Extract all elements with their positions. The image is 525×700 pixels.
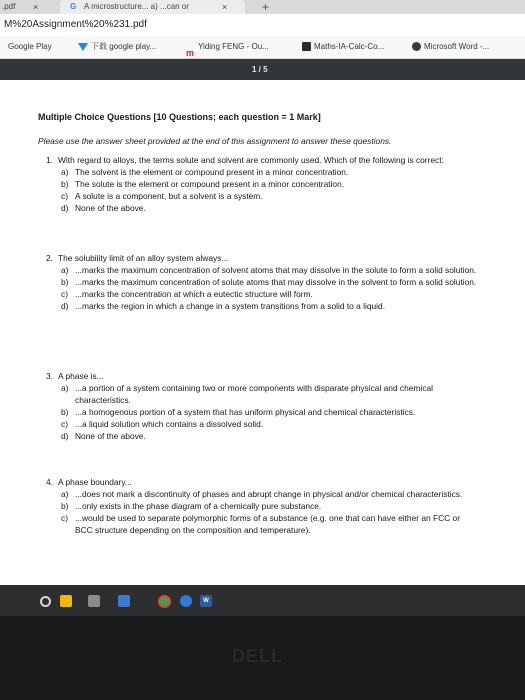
option: [58, 300, 478, 312]
option-text: ...a portion of a system containing two or more components with disparate physical and chemical characteristics.: [75, 383, 433, 405]
question-text: With regard to alloys, the terms solute and solvent are commonly used. Which of the following is correct:: [58, 155, 444, 165]
word-icon[interactable]: W: [200, 595, 212, 607]
option-text: ...only exists in the phase diagram of a chemically pure substance.: [75, 501, 322, 511]
question-text: A phase boundary...: [58, 477, 132, 487]
question-number: 2.: [46, 253, 53, 263]
option-letter: d): [61, 431, 69, 441]
question-number: 1.: [46, 155, 53, 165]
bookmark-microsoft-word[interactable]: [412, 36, 489, 58]
edge-icon[interactable]: [180, 595, 192, 607]
brand-logo: DELL: [232, 646, 283, 666]
option-letter: c): [61, 419, 68, 429]
option-letter: b): [61, 407, 69, 417]
taskbar: [0, 585, 525, 616]
new-tab-button[interactable]: +: [262, 0, 270, 14]
option-text: ...marks the region in which a change in a system transitions from a solid to a liquid.: [75, 301, 386, 311]
option-letter: a): [61, 489, 69, 499]
bookmarks-bar: [0, 36, 525, 59]
option-letter: d): [61, 203, 69, 213]
section-header: Multiple Choice Questions [10 Questions; each question = 1 Mark]: [38, 112, 321, 122]
close-icon[interactable]: ×: [222, 2, 228, 12]
option: [58, 264, 478, 276]
tab-strip: [0, 0, 525, 14]
question-4: [46, 476, 478, 536]
bookmark-label: Google Play: [8, 42, 52, 51]
address-bar[interactable]: [0, 14, 525, 36]
option: [58, 178, 478, 190]
question-3: [46, 370, 478, 442]
web-icon: [412, 42, 421, 51]
url-text: M%20Assignment%20%231.pdf: [4, 19, 147, 30]
option-letter: b): [61, 277, 69, 287]
page-counter: 1 / 5: [252, 65, 268, 74]
option-letter: a): [61, 383, 69, 393]
download-icon: [78, 43, 88, 51]
option: [58, 418, 478, 430]
question-number: 3.: [46, 371, 53, 381]
bookmark-google-play[interactable]: [8, 36, 52, 58]
search-icon[interactable]: [40, 596, 51, 607]
option: [58, 190, 478, 202]
bookmark-download-google-play[interactable]: [78, 36, 156, 58]
tab-pdf[interactable]: [0, 0, 58, 14]
option: [58, 382, 478, 406]
option: [58, 406, 478, 418]
monitor-bezel: [0, 616, 525, 700]
bookmark-label: Maths-IA-Calc-Co...: [314, 42, 385, 51]
pdf-toolbar: [0, 59, 525, 80]
option-letter: a): [61, 265, 69, 275]
option-text: ...would be used to separate polymorphic forms of a substance (e.g. one that can have either an FCC or BCC structure depending on the composition and temperature).: [75, 513, 460, 535]
question-number: 4.: [46, 477, 53, 487]
option-text: None of the above.: [75, 203, 146, 213]
sheet-icon: [302, 42, 311, 51]
option: [58, 430, 478, 442]
tab-label: .pdf: [2, 2, 16, 11]
option: [58, 500, 478, 512]
bookmark-label: Microsoft Word -...: [424, 42, 490, 51]
option-text: ...does not mark a discontinuity of phases and abrupt change in physical and/or chemical characteristics.: [75, 489, 463, 499]
option-text: ...marks the maximum concentration of solute atoms that may dissolve in the solvent to form a solid solution.: [75, 277, 477, 287]
chrome-icon[interactable]: [158, 595, 171, 608]
pdf-page: [0, 80, 525, 585]
option-text: ...a homogenous portion of a system that has uniform physical and chemical characteristics.: [75, 407, 416, 417]
option-letter: c): [61, 191, 68, 201]
bookmark-label: 下载 google play...: [91, 42, 157, 51]
question-2: [46, 252, 478, 312]
m-icon: m: [186, 48, 195, 59]
instructions: Please use the answer sheet provided at the end of this assignment to answer these questions.: [38, 136, 392, 146]
option-text: ...marks the maximum concentration of solvent atoms that may dissolve in the solute to form a solid solution.: [75, 265, 477, 275]
option: [58, 166, 478, 178]
option: [58, 288, 478, 300]
option-text: The solvent is the element or compound present in a minor concentration.: [75, 167, 349, 177]
bookmark-label: Yiding FENG - Ou...: [198, 42, 269, 51]
option-text: A solute is a component, but a solvent is a system.: [75, 191, 263, 201]
question-text: The solubility limit of an alloy system always...: [58, 253, 229, 263]
bookmark-yiding-feng[interactable]: [186, 36, 269, 58]
bookmark-maths-calc[interactable]: [302, 36, 384, 58]
file-explorer-icon[interactable]: [60, 595, 72, 607]
option-letter: c): [61, 289, 68, 299]
google-icon: G: [70, 2, 77, 11]
tab-label: A microstructure... a) ...can or: [84, 2, 189, 11]
option: [58, 276, 478, 288]
question-1: [46, 154, 478, 214]
mail-icon[interactable]: [118, 595, 130, 607]
option: [58, 512, 478, 536]
option-letter: c): [61, 513, 68, 523]
option: [58, 488, 478, 500]
option-text: None of the above.: [75, 431, 146, 441]
option-letter: b): [61, 501, 69, 511]
tab-microstructure[interactable]: [60, 0, 245, 14]
option-letter: d): [61, 301, 69, 311]
option: [58, 202, 478, 214]
close-icon[interactable]: ×: [33, 2, 39, 12]
question-text: A phase is...: [58, 371, 104, 381]
store-icon[interactable]: [88, 595, 100, 607]
option-letter: a): [61, 167, 69, 177]
option-text: ...a liquid solution which contains a dissolved solid.: [75, 419, 264, 429]
option-text: ...marks the concentration at which a eutectic structure will form.: [75, 289, 313, 299]
option-text: The solute is the element or compound present in a minor concentration.: [75, 179, 345, 189]
option-letter: b): [61, 179, 69, 189]
